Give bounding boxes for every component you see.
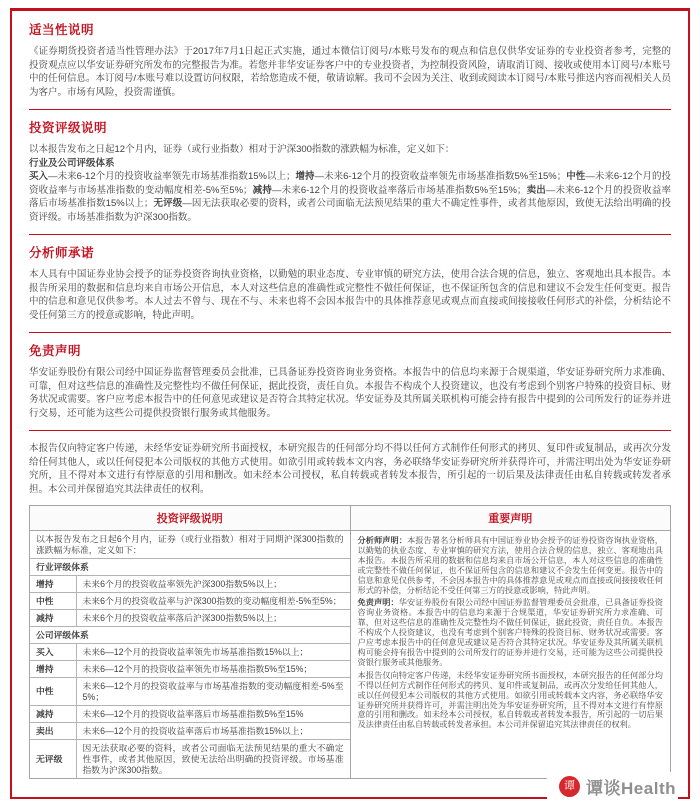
- rating-definitions: [29, 170, 671, 224]
- rating-desc: 未来6—12个月的投资收益率与市场基准指数的变动幅度相差-5%至5%；: [76, 678, 350, 706]
- table-header-right: 重要声明: [350, 506, 671, 531]
- rating-text: —未来6-12个月的投资收益率落后市场基准指数15%以上；: [29, 184, 671, 209]
- rating-desc: 未来6个月的投资收益率领先沪深300指数5%以上；: [76, 576, 350, 593]
- section-divider: [29, 109, 671, 110]
- table-row: [30, 593, 350, 610]
- analyst-statement: [358, 536, 664, 595]
- rating-text: —未来6-12个月的投资收益率落后市场基准指数5%至15%；: [271, 184, 527, 196]
- red-frame: [10, 8, 690, 799]
- analyst-statement-body: 本报告署名分析师具有中国证券业协会授予的证券投资咨询执业资格，以勤勉的执业态度、专业审慎的研究方法，使用合法合规的信息，独立、客观地出具本报告。本报告所采用的数据和信息均来自市场公开信息，本人对这些信息的准确性或完整性不做任何保证，也不保证所包含的信息和建议不会发生任何变更。报告中的信息和意见仅供参考，不会因本报告中的具体推荐意见或观点而直接或间接接收任何形式的补偿，分析结论不受任何第三方的授意或影响，特此声明。: [357, 536, 663, 595]
- account-logo[interactable]: [547, 772, 678, 801]
- analyst-statement-label: 分析师声明：: [357, 536, 408, 545]
- table-row: [30, 706, 350, 723]
- rating-text: —未来6-12个月的投资收益率领先市场基准指数5%至15%；: [314, 171, 567, 182]
- rating-term: 增持: [295, 171, 315, 182]
- rating-label: 中性: [30, 678, 76, 706]
- distribution-statement-body: 本报告仅向特定客户传递，未经华安证券研究所书面授权，本研究报告的任何部分均不得以任何方式制作任何形式的拷贝、复印件或复制品，或再次分发给任何其他人，或以任何侵犯本公司版权的其他方式使用。如欲引用或转载本文内容，务必联络华安证券研究所并获得许可，并需注明出处为华安证券研究所，且不得对本文进行有悖原意的引用和删改。如未经本公司授权，私自转载或者转发本报告，所引起的一切后果及法律责任由私自转载或转发者承担。本公司并保留追究其法律责任的权利。: [357, 670, 663, 730]
- section-divider: [29, 234, 671, 235]
- table-row: [30, 531, 350, 559]
- rating-term: 无评级: [153, 198, 183, 209]
- table-row: [30, 740, 350, 779]
- section-divider: [29, 430, 671, 431]
- analyst-body: 本人具有中国证券业协会授予的证券投资咨询执业资格，以勤勉的职业态度、专业审慎的研究方法，使用合法合规的信息，独立、客观地出具本报告。本报告所采用的数据和信息均来自市场公开信息，本人对这些信息的准确性或完整性不做任何保证，也不保证所包含的信息和建议不会发生任何变更。报告中的信息和意见仅供参考。本人过去不曾与、现在不与、未来也将不会因本报告中的具体推荐意见或观点而直接或间接接收任何形式的补偿，分析结论不受任何第三方的授意或影响，特此声明。: [29, 269, 671, 321]
- rating-label: 减持: [30, 706, 76, 723]
- rating-title: 投资评级说明: [29, 121, 108, 135]
- rating-label: 买入: [30, 644, 76, 661]
- rating-desc: 未来6—12个月的投资收益率领先市场基准指数15%以上；: [76, 644, 350, 661]
- disclaimer-statement-label: 免责声明：: [357, 598, 399, 608]
- rating-text: —因无法获取必要的资料，或者公司面临无法预见结果的重大不确定性事件，或者其他原因，致使无法给出明确的投资评级。市场基准指数为沪深300指数。: [29, 198, 671, 223]
- section-analyst: [29, 246, 671, 322]
- rating-desc: 未来6个月的投资收益率与沪深300指数的变动幅度相差-5%至5%；: [76, 593, 350, 610]
- rating-table: [29, 505, 671, 779]
- rating-definitions-grid: [30, 531, 350, 778]
- disclaimer-statement-body: 华安证券股份有限公司经中国证券监督管理委员会批准，已具备证券投资咨询业务资格。本报告中的信息均来源于合规渠道，华安证券研究所力求准确、可靠，但对这些信息的准确性及完整性均不做任何保证，据此投资，责任自负。本报告不构成个人投资建议，也没有考虑到个别客户特殊的投资目标、财务状况或需要。客户应考虑本报告中的任何意见或建议是否符合其特定状况。华安证券及其所属关联机构可能会持有报告中提到的公司所发行的证券并进行交易，还可能为这些公司提供投资银行服务或其他服务。: [357, 598, 663, 667]
- company-system-row: [30, 627, 350, 644]
- table-row: [30, 610, 350, 627]
- analyst-title: 分析师承诺: [29, 246, 95, 260]
- rating-label: 增持: [30, 661, 76, 678]
- rating-desc: 未来6—12个月的投资收益率落后市场基准指数5%至15%: [76, 706, 350, 723]
- table-row: [30, 644, 350, 661]
- account-logo-icon: 谭: [559, 776, 580, 797]
- rating-term: 卖出: [526, 184, 546, 196]
- rating-term: 买入: [29, 171, 49, 182]
- company-system-header: 公司评级体系: [30, 627, 350, 644]
- table-row: [30, 723, 350, 740]
- rating-text: —未来6-12个月的投资收益率与市场基准指数的变动幅度相差-5%至5%；: [29, 171, 671, 196]
- section-disclaimer: [29, 344, 671, 420]
- suitability-title: 适当性说明: [29, 23, 95, 37]
- distribution-statement: [358, 671, 664, 730]
- disclaimer-body: 华安证券股份有限公司经中国证券监督管理委员会批准，已具备证券投资咨询业务资格。本报告中的信息均来源于合规渠道，华安证券研究所力求准确、可靠，但对这些信息的准确性及完整性均不做任何保证，据此投资，责任自负。本报告不构成个人投资建议，也没有考虑到个别客户特殊的投资目标、财务状况或需要。客户应考虑本报告中的任何意见或建议是否符合其特定状况。华安证券及其所属关联机构可能会持有报告中提到的公司所发行的证券并进行交易，还可能为这些公司提供投资银行服务或其他服务。: [29, 367, 671, 419]
- suitability-body: 《证券期货投资者适当性管理办法》于2017年7月1日起正式实施，通过本微信订阅号/本账号发布的观点和信息仅供华安证券的专业投资者参考，完整的投资观点应以华安证券研究所发布的完整报告为准。若您并非华安证券客户中的专业投资者，为控制投资风险，请取消订阅、接收或使用本订阅号/本账号中的任何信息。本订阅号/本账号难以设置访问权限，若给您造成不便，敬请谅解。我司不会因为关注、收到或阅读本订阅号/本账号推送内容而视相关人员为客户。市场有风险，投资需谨慎。: [29, 46, 671, 98]
- rating-label: 无评级: [30, 740, 76, 779]
- rating-desc: 未来6—12个月的投资收益率领先市场基准指数5%至15%；: [76, 661, 350, 678]
- disclaimer-statement: [358, 598, 664, 667]
- rating-label: 中性: [30, 593, 76, 610]
- industry-system-row: [30, 559, 350, 576]
- rating-table-header-row: [30, 506, 671, 531]
- section-rating: [29, 121, 671, 224]
- section-suitability: [29, 23, 671, 99]
- industry-system-header: 行业评级体系: [30, 559, 350, 576]
- rating-label: 卖出: [30, 723, 76, 740]
- rating-desc: 未来6个月的投资收益率落后沪深300指数5%以上；: [76, 610, 350, 627]
- table-rating-intro: 以本报告发布之日起6个月内，证券（或行业指数）相对于同期沪深300指数的涨跌幅为标准，定义如下：: [36, 533, 344, 555]
- rating-intro: 以本报告发布之日起12个月内，证券（或行业指数）相对于沪深300指数的涨跌幅为标准，定义如下：: [29, 144, 455, 155]
- table-header-left: 投资评级说明: [30, 506, 351, 531]
- rating-term: 中性: [566, 171, 586, 182]
- account-logo-text: 谭谈Health: [586, 779, 676, 798]
- rating-table-body-row: [30, 531, 671, 779]
- table-row: [30, 576, 350, 593]
- table-row: [30, 661, 350, 678]
- distribution-notice: 本报告仅向特定客户传递，未经华安证券研究所书面授权，本研究报告的任何部分均不得以任何方式制作任何形式的拷贝、复印件或复制品，或再次分发给任何其他人，或以任何侵犯本公司版权的其他方式使用。如欲引用或转载本文内容，务必联络华安证券研究所并获得许可，并需注明出处为华安证券研究所，且不得对本文进行有悖原意的引用和删改。如未经本公司授权，私自转载或者转发本报告，所引起的一切后果及法律责任由私自转载或转发者承担。本公司并保留追究其法律责任的权利。: [29, 443, 671, 495]
- rating-term: 减持: [252, 184, 272, 196]
- rating-desc: 因无法获取必要的资料，或者公司面临无法预见结果的重大不确定性事件，或者其他原因，致使无法给出明确的投资评级。市场基准指数为沪深300指数。: [76, 740, 350, 779]
- rating-text: —未来6-12个月的投资收益率领先市场基准指数15%以上；: [48, 171, 296, 182]
- disclaimer-title: 免责声明: [29, 344, 82, 358]
- table-row: [30, 678, 350, 706]
- rating-system-header: 行业及公司评级体系: [29, 157, 115, 169]
- rating-label: 减持: [30, 610, 76, 627]
- important-statement-cell: [350, 531, 671, 779]
- rating-label: 增持: [30, 576, 76, 593]
- rating-definitions-cell: [30, 531, 351, 779]
- rating-desc: 未来6—12个月的投资收益率落后市场基准指数15%以上；: [76, 723, 350, 740]
- section-divider: [29, 332, 671, 333]
